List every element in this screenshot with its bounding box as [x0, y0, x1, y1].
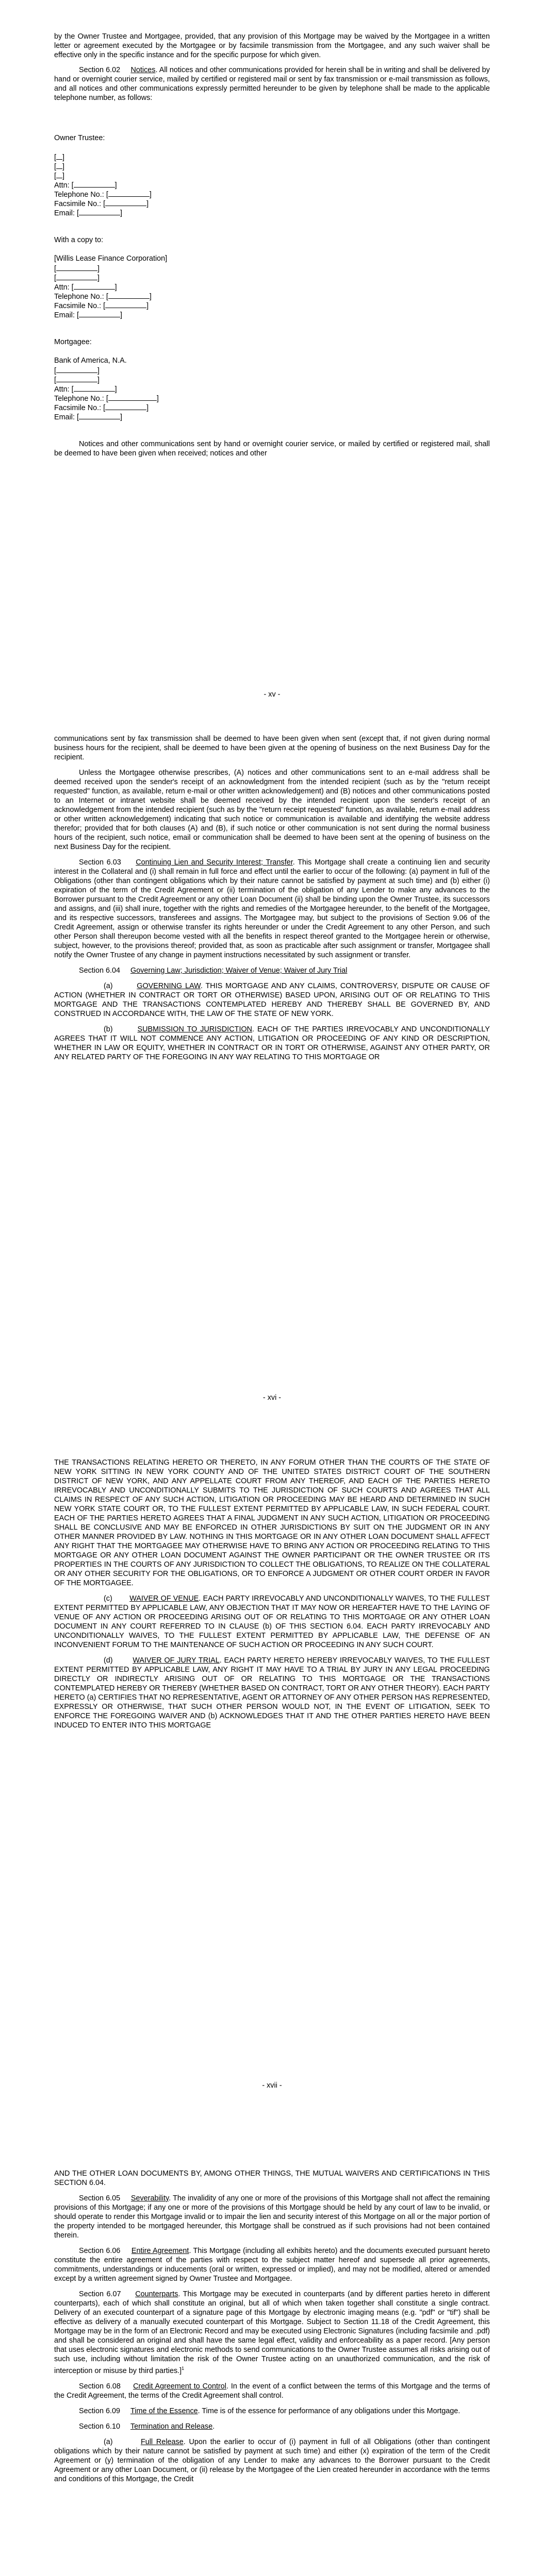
page-number: - xvi - — [262, 1394, 282, 1402]
waiver-continued: AND THE OTHER LOAN DOCUMENTS BY, AMONG OTHER THINGS, THE MUTUAL WAIVERS AND CERTIFICATIONS IN THIS SECTION 6.04. — [54, 2170, 490, 2187]
clause-b-jurisdiction: (b) SUBMISSION TO JURISDICTION. EACH OF THE PARTIES IRREVOCABLY AND UNCONDITIONALLY AGREES THAT IT WILL NOT COMMENCE ANY ACTION, LITIGATION OR PROCEEDING OF ANY KIND OR DESCRIPTION, WHETHER IN LAW OR EQUITY, WHETHER IN CONTRACT OR IN TORT OR OTHERWISE, AGAINST ANY OTHER PARTY, OR ANY RELATED PARTY OF THE FOREGOING IN ANY WAY RELATING TO THIS MORTGAGE OR — [54, 1025, 490, 1061]
copy-to-block: With a copy to: [Willis Lease Finance Corporation] [ ] [ ] Attn: [ ] Telephone No.: [ ] Facsimile No.: [ ] Email: [ ] — [54, 235, 490, 319]
section-6-10: Section 6.10 Termination and Release. — [79, 2422, 215, 2431]
mortgagee-facsimile: Facsimile No.: [ ] — [54, 402, 490, 412]
owner-trustee-block: Owner Trustee: [ ] [ ] [ ] Attn: [ ] Telephone No.: [ ] Facsimile No.: [ ] Email: [ ] — [54, 133, 490, 217]
section-6-09: Section 6.09 Time of the Essence. Time is of the essence for performance of any obligations under this Mortgage. — [79, 2406, 460, 2415]
mortgagee-line-3: [ ] — [54, 375, 490, 384]
mortgagee-block: Mortgagee: Bank of America, N.A. [ ] [ ] Attn: [ ] Telephone No.: [ ] Facsimile No.: [ ] Email: [ ] — [54, 337, 490, 421]
page-3 — [0, 1406, 544, 2110]
mortgagee-bank-name: Bank of America, N.A. — [54, 357, 127, 365]
copy-attn: Attn: [ ] — [54, 282, 490, 291]
copy-facsimile: Facsimile No.: [ ] — [54, 300, 490, 310]
copy-line-3: [ ] — [54, 273, 490, 282]
owner-line-3: [ ] — [54, 171, 490, 180]
mortgagee-email: Email: [ ] — [54, 412, 490, 421]
clause-a-governing-law: (a) GOVERNING LAW. THIS MORTGAGE AND ANY CLAIMS, CONTROVERSY, DISPUTE OR CAUSE OF ACTION (WHETHER IN CONTRACT OR TORT OR OTHERWISE) BASED UPON, ARISING OUT OF OR RELATING TO THIS MORTGAGE AND THE TRANSACTIONS CONTEMPLATED HEREBY AND THEREBY SHALL BE GOVERNED BY, AND CONSTRUED IN ACCORDANCE WITH, THE LAW OF THE STATE OF NEW YORK. — [54, 982, 490, 1018]
section-6-06: Section 6.06 Entire Agreement. This Mortgage (including all exhibits hereto) and the documents executed pursuant hereto constitute the entire agreement of the parties with respect to the subject matter hereof and supersede all prior agreements, commitments, understandings or inducements (oral or written, expressed or implied), and may not be modified, altered or amended except by a written agreement signed by Owner Trustee and Mortgagee. — [54, 2247, 490, 2283]
notices-sent-paragraph: Notices and other communications sent by hand or overnight courier service, or mailed by certified or registered mail, shall be deemed to have been given when received; notices and other — [54, 440, 490, 457]
section-6-08: Section 6.08 Credit Agreement to Control. In the event of a conflict between the terms of this Mortgage and the terms of the Credit Agreement, the terms of the Credit Agreement shall control. — [54, 2382, 490, 2400]
page-2 — [0, 703, 544, 1406]
copy-lessor-name: [Willis Lease Finance Corporation] — [54, 255, 168, 263]
section-6-04: Section 6.04 Governing Law; Jurisdiction; Waiver of Venue; Waiver of Jury Trial — [79, 967, 348, 975]
page-1-body — [54, 32, 490, 458]
intro-paragraph: by the Owner Trustee and Mortgagee, provided, that any provision of this Mortgage may be waived by the Mortgagee in a written letter or agreement executed by the Mortgagee or by facsimile transmission from the Mortgagee, and any such waiver shall be effective only in the specific instance and for the specific purpose for which given. — [54, 32, 490, 59]
page-1 — [0, 0, 544, 703]
continued-paragraph: communications sent by fax transmission shall be deemed to have been given when sent (except that, if not given during normal business hours for the recipient, shall be deemed to have been given at the opening of business on the next Business Day for the recipient. — [54, 735, 490, 761]
mortgagee-attn: Attn: [ ] — [54, 384, 490, 393]
clause-d-jury-trial: (d) WAIVER OF JURY TRIAL. EACH PARTY HERETO HEREBY IRREVOCABLY WAIVES, TO THE FULLEST EXTENT PERMITTED BY APPLICABLE LAW, ANY RIGHT IT MAY HAVE TO A TRIAL BY JURY IN ANY LEGAL PROCEEDING DIRECTLY OR INDIRECTLY ARISING OUT OF OR RELATING TO THIS MORTGAGE OR THE TRANSACTIONS CONTEMPLATED HEREBY OR THEREBY (WHETHER BASED ON CONTRACT, TORT OR ANY OTHER THEORY). EACH PARTY HERETO (a) CERTIFIES THAT NO REPRESENTATIVE, AGENT OR ATTORNEY OF ANY OTHER PERSON HAS REPRESENTED, EXPRESSLY OR OTHERWISE, THAT SUCH OTHER PERSON WOULD NOT, IN THE EVENT OF LITIGATION, SEEK TO ENFORCE THE FOREGOING WAIVER AND (b) ACKNOWLEDGES THAT IT AND THE OTHER PARTIES HERETO HAVE BEEN INDUCED TO ENTER INTO THIS MORTGAGE — [54, 1656, 490, 1730]
section-6-03-title: Continuing Lien and Security Interest; Transfer — [136, 858, 293, 867]
section-6-02: Section 6.02 Notices. All notices and other communications provided for herein shall be in writing and shall be delivered by hand or overnight courier service, mailed by certified or registered mail or sent by fax transmission or e-mail transmission as follows, and all notices and other communications expressly permitted hereunder to be given by telephone shall be made to the applicable telephone number, as follows: — [54, 66, 490, 102]
copy-email: Email: [ ] — [54, 310, 490, 319]
clause-c-venue: (c) WAIVER OF VENUE. EACH PARTY IRREVOCABLY AND UNCONDITIONALLY WAIVES, TO THE FULLEST EXTENT PERMITTED BY APPLICABLE LAW, ANY OBJECTION THAT IT MAY NOW OR HEREAFTER HAVE TO THE LAYING OF VENUE OF ANY ACTION OR PROCEEDING ARISING OUT OF OR RELATING TO THIS MORTGAGE OR ANY OTHER LOAN DOCUMENT IN ANY COURT REFERRED TO IN CLAUSE (b) OF THIS SECTION 6.04. EACH PARTY IRREVOCABLY AND UNCONDITIONALLY WAIVES, TO THE FULLEST EXTENT PERMITTED BY APPLICABLE LAW, THE DEFENSE OF AN INCONVENIENT FORUM TO THE MAINTENANCE OF SUCH ACTION OR PROCEEDING IN ANY SUCH COURT. — [54, 1595, 490, 1649]
copy-telephone: Telephone No.: [ ] — [54, 291, 490, 300]
clause-a-full-release: (a) Full Release. Upon the earlier to occur of (i) payment in full of all Obligations (other than contingent obligations which by their nature cannot be satisfied by payment at such time) and either (x) expiration of the term of the Credit Agreement or (y) termination of the obligation of any Lender to make any advances to the Borrower pursuant to the Credit Agreement or any other Loan Document, or (ii) release by the Mortgagee of the Lien created hereunder in accordance with the terms and conditions of this Mortgage, the Credit — [54, 2437, 490, 2483]
page-number: - xvii - — [262, 2081, 282, 2090]
owner-line-1: [ ] — [54, 152, 490, 161]
mortgagee-line-2: [ ] — [54, 365, 490, 375]
owner-facsimile: Facsimile No.: [ ] — [54, 198, 490, 208]
jurisdiction-continued: THE TRANSACTIONS RELATING HERETO OR THERETO, IN ANY FORUM OTHER THAN THE COURTS OF THE STATE OF NEW YORK SITTING IN NEW YORK COUNTY AND OF THE UNITED STATES DISTRICT COURT OF THE SOUTHERN DISTRICT OF NEW YORK, AND ANY APPELLATE COURT FROM ANY THEREOF, AND EACH OF THE PARTIES HERETO IRREVOCABLY AND UNCONDITIONALLY SUBMITS TO THE JURISDICTION OF SUCH COURTS AND AGREES THAT ALL CLAIMS IN RESPECT OF ANY SUCH ACTION, LITIGATION OR PROCEEDING MAY BE HEARD AND DETERMINED IN SUCH NEW YORK STATE COURT OR, TO THE FULLEST EXTENT PERMITTED BY APPLICABLE LAW, IN SUCH FEDERAL COURT. EACH OF THE PARTIES HERETO AGREES THAT A FINAL JUDGMENT IN ANY SUCH ACTION, LITIGATION OR PROCEEDING SHALL BE CONCLUSIVE AND MAY BE ENFORCED IN OTHER JURISDICTIONS BY SUIT ON THE JUDGMENT OR IN ANY OTHER MANNER PROVIDED BY LAW. NOTHING IN THIS MORTGAGE OR IN ANY OTHER LOAN DOCUMENT SHALL AFFECT ANY RIGHT THAT THE MORTGAGEE MAY OTHERWISE HAVE TO BRING ANY ACTION OR PROCEEDING RELATING TO THIS MORTGAGE OR ANY OTHER LOAN DOCUMENT AGAINST THE OWNER PARTICIPANT OR THE OWNER TRUSTEE OR ITS PROPERTIES IN THE COURTS OF ANY JURISDICTION TO COLLECT THE OBLIGATIONS, TO REALIZE ON THE COLLATERAL OR ANY OTHER SECURITY FOR THE OBLIGATIONS, OR TO ENFORCE A JUDGMENT OR OTHER COURT ORDER IN FAVOR OF THE MORTGAGEE. — [54, 1459, 490, 1587]
copy-line-2: [ ] — [54, 263, 490, 273]
page-2-body — [54, 734, 490, 1062]
owner-attn: Attn: [ ] — [54, 180, 490, 189]
section-6-05: Section 6.05 Severability. The invalidity of any one or more of the provisions of this Mortgage shall not affect the remaining provisions of this Mortgage; if any one or more of the provisions of this Mortgage should be held by any court of law to be invalid, or should operate to render this Mortgage invalid or to impair the lien and security interest of this Mortgage on all or the major portion of the property intended to be mortgaged hereunder, this Mortgage shall be construed as if such provisions had not been contained therein. — [54, 2194, 490, 2240]
page-number: - xv - — [263, 690, 281, 699]
owner-telephone: Telephone No.: [ ] — [54, 189, 490, 198]
section-6-03: Section 6.03 Continuing Lien and Security Interest; Transfer. This Mortgage shall create a continuing lien and security interest in the Collateral and (i) shall remain in full force and effect until the earlier to occur of the following: (a) payment in full of the Obligations (other than contingent obligations which by their nature cannot be satisfied by payment at such time) and (b) either (i) expiration of the term of the Credit Agreement or (ii) termination of the obligation of any Lender to make any advances to the Borrower pursuant to the Credit Agreement or any other Loan Document (ii) shall be binding upon the Owner Trustee, its successors and assigns, and (iii) shall inure, together with the rights and remedies of the Mortgagee hereunder, to the benefit of the Mortgagee, and its respective successors, transferees and assigns. The Mortgagee may, but subject to the provisions of Section 9.06 of the Credit Agreement, assign or otherwise transfer its rights hereunder or under the Credit Agreement to any other Person, and such other Person shall thereupon become vested with all the benefits in respect thereof granted to the Mortgagee herein or otherwise, subject, however, to the provisions thereof; provided that, as soon as practicable after such assignment or transfer, Mortgagee shall notify the Owner Trustee of any change in payment instructions necessitated by such assignment or transfer. — [54, 858, 490, 959]
section-6-04-title: Governing Law; Jurisdiction; Waiver of Venue; Waiver of Jury Trial — [130, 967, 348, 975]
owner-email: Email: [ ] — [54, 208, 490, 217]
section-6-02-title: Notices — [130, 66, 156, 74]
owner-line-2: [ ] — [54, 161, 490, 171]
mortgagee-telephone: Telephone No.: [ ] — [54, 393, 490, 402]
page-4-body — [54, 2169, 490, 2484]
footnote-reference[interactable]: 1 — [182, 2366, 185, 2371]
page-4 — [0, 2110, 544, 2576]
page-3-body — [54, 1458, 490, 1730]
unless-paragraph: Unless the Mortgagee otherwise prescribes, (A) notices and other communications sent to an e-mail address shall be deemed received upon the sender's receipt of an acknowledgment from the intended recipient (such as by the "return receipt requested" function, as available, return e-mail or other written acknowledgement) and (B) notices and other communications posted to an Internet or intranet website shall be deemed received by the intended recipient upon the sender's receipt of an acknowledgement from the intended recipient (such as by the "return receipt requested" function, as available, return e-mail address or other written acknowledgement) indicating that such notice or communication is available and identifying the website address therefor; provided that for both clauses (A) and (B), if such notice or other communication is not sent during the normal business hours of the recipient, such notice, email or communication shall be deemed to have been sent at the opening of business on the next Business Day for the recipient. — [54, 769, 490, 851]
section-6-07: Section 6.07 Counterparts. This Mortgage may be executed in counterparts (and by different parties hereto in different counterparts), each of which shall constitute an original, but all of which when taken together shall constitute a single contract. Delivery of an executed counterpart of a signature page of this Mortgage by electronic imaging means (e.g. "pdf" or "tif") shall be effective as delivery of a manually executed counterpart of this Mortgage. Subject to Section 11.18 of the Credit Agreement, this Mortgage may be in the form of an Electronic Record and may be executed using Electronic Signatures (including facsimile and .pdf) and shall be considered an original and shall have the same legal effect, validity and enforceability as a paper record. [Any person that uses electronic signatures and electronic methods to send communications to the Owner Trustee assumes all risks arising out of such use, including without limitation the risk of the Owner Trustee acting on an unauthorized communication, and the risk of interception or misuse by third parties.]$^1$ — [54, 2290, 490, 2375]
